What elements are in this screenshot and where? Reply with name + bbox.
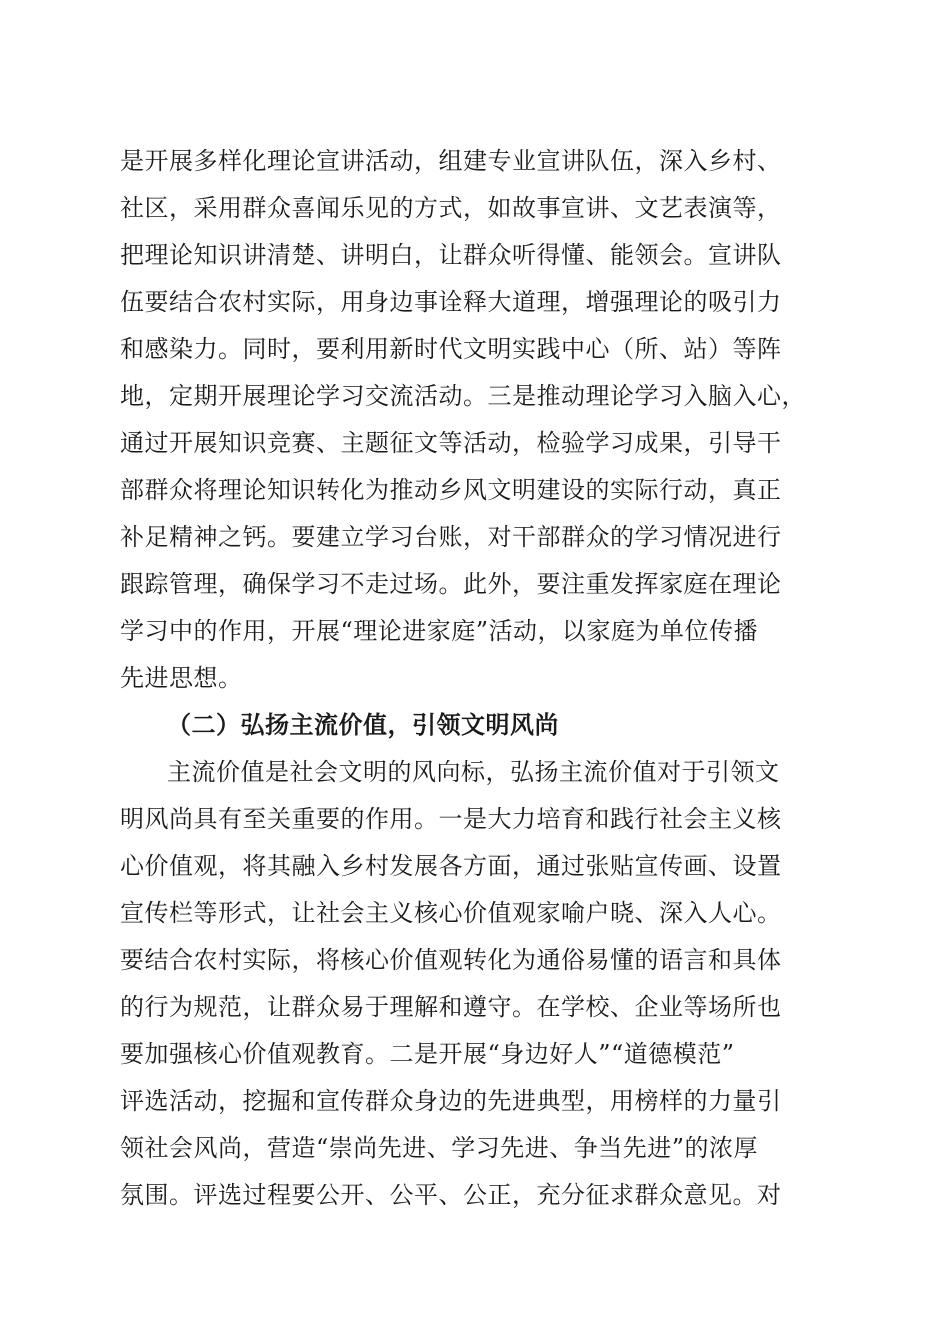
paragraph-line: 氛围。评选过程要公开、公平、公正，充分征求群众意见。对 — [120, 1181, 782, 1209]
paragraph-line: 先进思想。 — [120, 664, 243, 692]
paragraph-line: 和感染力。同时，要利用新时代文明实践中心（所、站）等阵 — [120, 335, 782, 363]
paragraph-line: 学习中的作用，开展“理论进家庭”活动，以家庭为单位传播 — [120, 617, 759, 645]
paragraph-line: 领社会风尚，营造“崇尚先进、学习先进、争当先进”的浓厚 — [120, 1134, 759, 1162]
paragraph-line: 补足精神之钙。要建立学习台账，对干部群众的学习情况进行 — [120, 523, 782, 551]
paragraph-line: 宣传栏等形式，让社会主义核心价值观家喻户晓、深入人心。 — [120, 899, 782, 927]
paragraph-line: 是开展多样化理论宣讲活动，组建专业宣讲队伍，深入乡村、 — [120, 147, 782, 175]
paragraph-line: 伍要结合农村实际，用身边事诠释大道理，增强理论的吸引力 — [120, 288, 782, 316]
paragraph-line: 部群众将理论知识转化为推动乡风文明建设的实际行动，真正 — [120, 476, 782, 504]
section-heading: （二）弘扬主流价值，引领文明风尚 — [167, 711, 559, 739]
paragraph-line: 要结合农村实际，将核心价值观转化为通俗易懂的语言和具体 — [120, 946, 782, 974]
paragraph-line: 评选活动，挖掘和宣传群众身边的先进典型，用榜样的力量引 — [120, 1087, 782, 1115]
paragraph-line: 要加强核心价值观教育。二是开展“身边好人”“道德模范” — [120, 1040, 735, 1068]
paragraph-line: 心价值观，将其融入乡村发展各方面，通过张贴宣传画、设置 — [120, 852, 782, 880]
paragraph-line: 把理论知识讲清楚、讲明白，让群众听得懂、能领会。宣讲队 — [120, 241, 782, 269]
paragraph-line: 明风尚具有至关重要的作用。一是大力培育和践行社会主义核 — [120, 805, 782, 833]
paragraph-line: 通过开展知识竞赛、主题征文等活动，检验学习成果，引导干 — [120, 429, 782, 457]
paragraph-line: 主流价值是社会文明的风向标，弘扬主流价值对于引领文 — [167, 758, 780, 786]
paragraph-line: 跟踪管理，确保学习不走过场。此外，要注重发挥家庭在理论 — [120, 570, 782, 598]
paragraph-line: 地，定期开展理论学习交流活动。三是推动理论学习入脑入心， — [120, 382, 806, 410]
paragraph-line: 社区，采用群众喜闻乐见的方式，如故事宣讲、文艺表演等， — [120, 194, 782, 222]
paragraph-line: 的行为规范，让群众易于理解和遵守。在学校、企业等场所也 — [120, 993, 782, 1021]
